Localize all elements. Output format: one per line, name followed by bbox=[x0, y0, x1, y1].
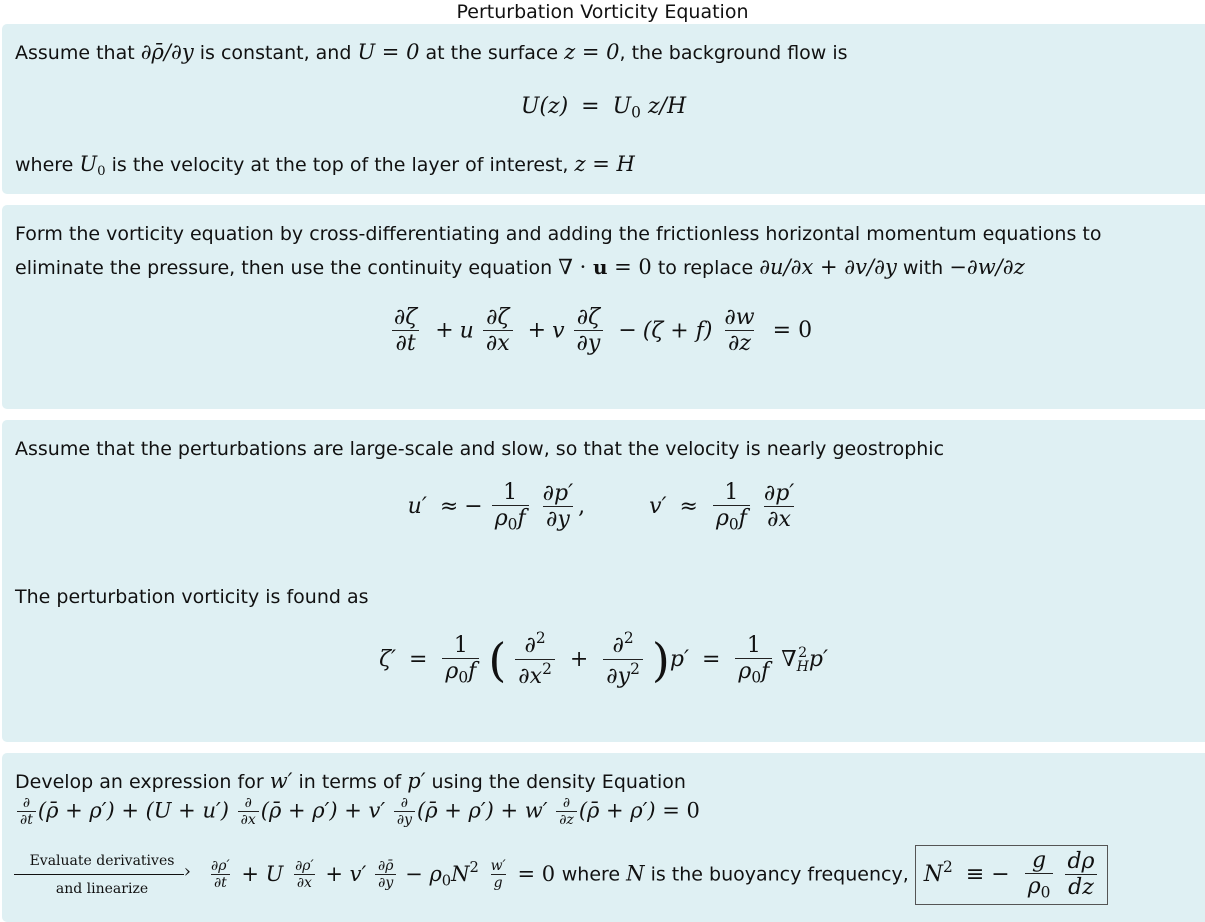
assumption-text bbox=[15, 40, 848, 64]
num: ∂ζ bbox=[486, 305, 510, 330]
den: ∂t bbox=[392, 330, 418, 357]
den bbox=[735, 658, 772, 687]
f: f bbox=[761, 659, 770, 685]
text: to replace bbox=[651, 257, 760, 279]
math-u-zero: U = 0 bbox=[357, 40, 420, 64]
zeta-prime: ζ′ bbox=[379, 647, 396, 673]
p-prime: p′ bbox=[808, 647, 828, 673]
comma: , bbox=[578, 494, 586, 520]
geostrophic-intro: Assume that the perturbations are large-scale and slow, so that the velocity is nearly geostrophic bbox=[15, 438, 945, 460]
f: f bbox=[517, 506, 526, 532]
plus-v: + v′ bbox=[325, 861, 367, 886]
rho-group: (ρ̄ + ρ′) bbox=[417, 798, 494, 823]
linearized-line bbox=[14, 845, 1108, 905]
den: ∂t bbox=[17, 811, 36, 829]
num: ∂ bbox=[562, 795, 571, 811]
num: ∂p′ bbox=[542, 480, 574, 506]
eq-u: U bbox=[612, 94, 632, 119]
geostrophic-panel bbox=[2, 420, 1205, 742]
density-equation-panel bbox=[2, 753, 1205, 922]
text: eliminate the pressure, then use the continuity equation bbox=[15, 257, 559, 279]
den: ∂y bbox=[543, 506, 573, 533]
rho-group: (ρ̄ + ρ′) bbox=[260, 798, 338, 823]
den bbox=[515, 659, 555, 691]
frac-d2-dy2 bbox=[603, 630, 643, 690]
num: ∂ζ bbox=[393, 305, 418, 330]
den: ∂y bbox=[394, 811, 415, 829]
frac-one-rho-f bbox=[713, 480, 750, 534]
eq: = bbox=[701, 647, 721, 673]
approx: ≈ bbox=[679, 494, 698, 520]
den: ∂x bbox=[238, 811, 259, 829]
page-title: Perturbation Vorticity Equation bbox=[456, 1, 749, 23]
text: where bbox=[15, 154, 80, 176]
den: ∂y bbox=[574, 330, 604, 357]
frac-drho-dx bbox=[292, 858, 317, 892]
rho: ρ bbox=[445, 659, 459, 685]
dy: ∂y bbox=[606, 663, 631, 689]
text: Develop an expression for bbox=[15, 771, 270, 793]
sub: H bbox=[796, 659, 809, 676]
sup: 2 bbox=[798, 645, 808, 662]
f: f bbox=[468, 659, 477, 685]
arrow-label-bottom: and linearize bbox=[55, 881, 149, 898]
sup: 2 bbox=[535, 629, 546, 647]
right-paren: ) bbox=[651, 633, 670, 688]
text: with bbox=[896, 257, 950, 279]
num: 1 bbox=[503, 480, 518, 505]
eq-sub: 0 bbox=[631, 103, 641, 122]
text: , the background flow is bbox=[619, 42, 848, 64]
math-z-zero: z = 0 bbox=[564, 40, 620, 64]
frac-d-dy bbox=[394, 795, 415, 829]
sup: 2 bbox=[623, 629, 634, 647]
arrow-label-top: Evaluate derivatives bbox=[29, 853, 175, 870]
den bbox=[1025, 873, 1054, 902]
sup: 2 bbox=[943, 857, 953, 876]
nabla: ∇ bbox=[781, 647, 797, 673]
text: in terms of bbox=[292, 771, 408, 793]
f: f bbox=[738, 506, 747, 532]
p-prime: p′ bbox=[669, 647, 689, 673]
dx: ∂x bbox=[518, 663, 543, 689]
math-density-gradient: ∂ρ̄/∂y bbox=[140, 40, 194, 64]
math-p-prime: p′ bbox=[407, 769, 426, 793]
vorticity-description-line2 bbox=[15, 255, 1025, 279]
N: N bbox=[923, 862, 944, 888]
eq-zero: = 0 bbox=[772, 318, 813, 344]
u-prime: u′ bbox=[407, 494, 427, 520]
eq-rest: z/H bbox=[640, 94, 687, 119]
den: ∂t bbox=[211, 874, 230, 892]
text: where bbox=[561, 863, 627, 886]
plus-U: + U bbox=[241, 861, 284, 886]
frac-drho-dt bbox=[208, 858, 233, 892]
where-text bbox=[15, 152, 635, 179]
den: ∂z bbox=[556, 811, 577, 829]
num: 1 bbox=[453, 632, 468, 658]
frac-dp-dy bbox=[540, 481, 576, 534]
partial: ∂ bbox=[612, 633, 624, 659]
frac-one-rho-f bbox=[492, 480, 529, 534]
num: w′ bbox=[490, 858, 506, 875]
eq-sign: = bbox=[581, 94, 600, 119]
math-u0: U bbox=[79, 152, 98, 176]
frac-d-dt bbox=[17, 795, 36, 829]
num: dρ bbox=[1067, 848, 1095, 874]
math-N: N bbox=[626, 861, 645, 886]
rho-group: (ρ̄ + ρ′) bbox=[37, 798, 115, 823]
frac-dzeta-dt bbox=[391, 305, 420, 358]
math-u-bold: u bbox=[592, 255, 608, 279]
buoyancy-frequency-definition bbox=[915, 845, 1109, 905]
den bbox=[603, 659, 643, 691]
eq-zero: = 0 bbox=[517, 861, 556, 886]
neg: − bbox=[464, 494, 483, 520]
frac-d-dz bbox=[556, 795, 577, 829]
N: N bbox=[451, 861, 470, 886]
rho: ρ bbox=[738, 659, 752, 685]
background-flow-panel bbox=[2, 24, 1205, 194]
math-z-h: z = H bbox=[574, 152, 635, 176]
linearized-equation bbox=[206, 858, 562, 892]
text: Assume that bbox=[15, 42, 141, 64]
frac-dzeta-dy bbox=[574, 305, 604, 358]
text: at the surface bbox=[419, 42, 565, 64]
frac-dw-dz bbox=[721, 305, 757, 358]
sub: 0 bbox=[458, 668, 469, 687]
plus-w: + w′ bbox=[493, 798, 548, 823]
frac-drhobar-dy bbox=[375, 858, 396, 892]
density-intro bbox=[15, 769, 686, 793]
num: 1 bbox=[724, 480, 739, 505]
sup: 2 bbox=[630, 659, 640, 678]
frac-drho-dz bbox=[1064, 849, 1097, 902]
rho: ρ bbox=[1027, 874, 1041, 900]
frac-g-rho0 bbox=[1025, 848, 1054, 902]
geostrophic-equations bbox=[2, 480, 1205, 534]
math-eq-zero: = 0 bbox=[607, 255, 652, 279]
math-sub: 0 bbox=[97, 163, 106, 179]
sub: 0 bbox=[728, 515, 739, 534]
den: ∂z bbox=[725, 330, 754, 357]
var-u: u bbox=[459, 318, 474, 344]
left-paren: ( bbox=[488, 633, 507, 688]
sub: 0 bbox=[751, 668, 762, 687]
math-divergence: ∂u/∂x + ∂v/∂y bbox=[759, 255, 897, 279]
vorticity-equation bbox=[2, 305, 1205, 358]
U-plus-u: + (U + u′) bbox=[114, 798, 229, 823]
text: using the density Equation bbox=[425, 771, 686, 793]
evaluate-arrow bbox=[14, 853, 190, 897]
frac-one-rho-f bbox=[442, 633, 479, 687]
text: is the buoyancy frequency, bbox=[644, 863, 915, 886]
den bbox=[713, 505, 750, 534]
approx: ≈ bbox=[439, 494, 459, 520]
text: is constant, and bbox=[193, 42, 358, 64]
den: g bbox=[491, 874, 506, 892]
num: ∂w bbox=[724, 305, 755, 330]
vorticity-description-line1: Form the vorticity equation by cross-differentiating and adding the frictionless horizontal momentum equations to bbox=[15, 223, 1102, 245]
den: dz bbox=[1065, 874, 1097, 901]
eq-zero: = 0 bbox=[655, 798, 700, 823]
den bbox=[492, 505, 529, 534]
sup: 2 bbox=[469, 858, 479, 876]
num: ∂ρ̄ bbox=[378, 858, 394, 875]
num: ∂ρ′ bbox=[211, 858, 230, 875]
den: ∂x bbox=[483, 330, 513, 357]
num: ∂ζ bbox=[576, 305, 601, 330]
rho-group: (ρ̄ + ρ′) bbox=[578, 798, 656, 823]
num: ∂ bbox=[22, 795, 31, 811]
frac-d2-dx2 bbox=[515, 630, 555, 690]
frac-d-dx bbox=[238, 795, 259, 829]
zeta-plus-f: (ζ + f) bbox=[642, 318, 713, 344]
num: 1 bbox=[746, 632, 761, 658]
frac-dzeta-dx bbox=[483, 305, 513, 358]
frac-dp-dx bbox=[761, 481, 797, 534]
plus-v: + v′ bbox=[337, 798, 386, 823]
right-arrow-icon bbox=[14, 869, 190, 881]
num: g bbox=[1032, 848, 1047, 873]
nabla-scripts bbox=[797, 646, 809, 674]
rho: ρ bbox=[494, 506, 508, 532]
math-dwdz: −∂w/∂z bbox=[949, 255, 1025, 279]
math-nabla: ∇ · bbox=[558, 255, 593, 279]
num: ∂ρ′ bbox=[295, 858, 314, 875]
den: ∂x bbox=[764, 506, 794, 533]
vorticity-intro: The perturbation vorticity is found as bbox=[15, 586, 369, 608]
vorticity-equation-panel bbox=[2, 205, 1205, 409]
text: is the velocity at the top of the layer of interest, bbox=[105, 154, 575, 176]
equiv: ≡ − bbox=[965, 862, 1010, 888]
frac-one-rho-f bbox=[735, 633, 772, 687]
sub: 0 bbox=[1040, 883, 1051, 902]
math-w-prime: w′ bbox=[269, 769, 293, 793]
num bbox=[521, 630, 548, 659]
var-v: v bbox=[552, 318, 565, 344]
perturbation-vorticity-equation bbox=[2, 630, 1205, 690]
minus: − bbox=[618, 318, 637, 344]
eq-lhs: U(z) bbox=[520, 94, 569, 119]
num: ∂ bbox=[244, 795, 252, 811]
frac-w-g bbox=[488, 858, 509, 892]
sup: 2 bbox=[542, 659, 552, 678]
plus: + bbox=[569, 647, 589, 673]
sub: 0 bbox=[507, 515, 518, 534]
den: ∂x bbox=[294, 874, 315, 892]
num bbox=[610, 630, 637, 659]
den: ∂y bbox=[375, 874, 396, 892]
v-prime: v′ bbox=[649, 494, 667, 520]
density-equation bbox=[15, 795, 700, 829]
den bbox=[442, 658, 479, 687]
background-flow-equation bbox=[2, 94, 1205, 122]
sub: 0 bbox=[441, 872, 452, 890]
num: ∂ bbox=[400, 795, 409, 811]
rho: ρ bbox=[715, 506, 729, 532]
partial: ∂ bbox=[524, 633, 536, 659]
eq: = bbox=[408, 647, 428, 673]
plus: + bbox=[435, 318, 454, 344]
num: ∂p′ bbox=[763, 480, 795, 506]
minus-rho: − ρ bbox=[405, 861, 442, 886]
plus: + bbox=[527, 318, 547, 344]
